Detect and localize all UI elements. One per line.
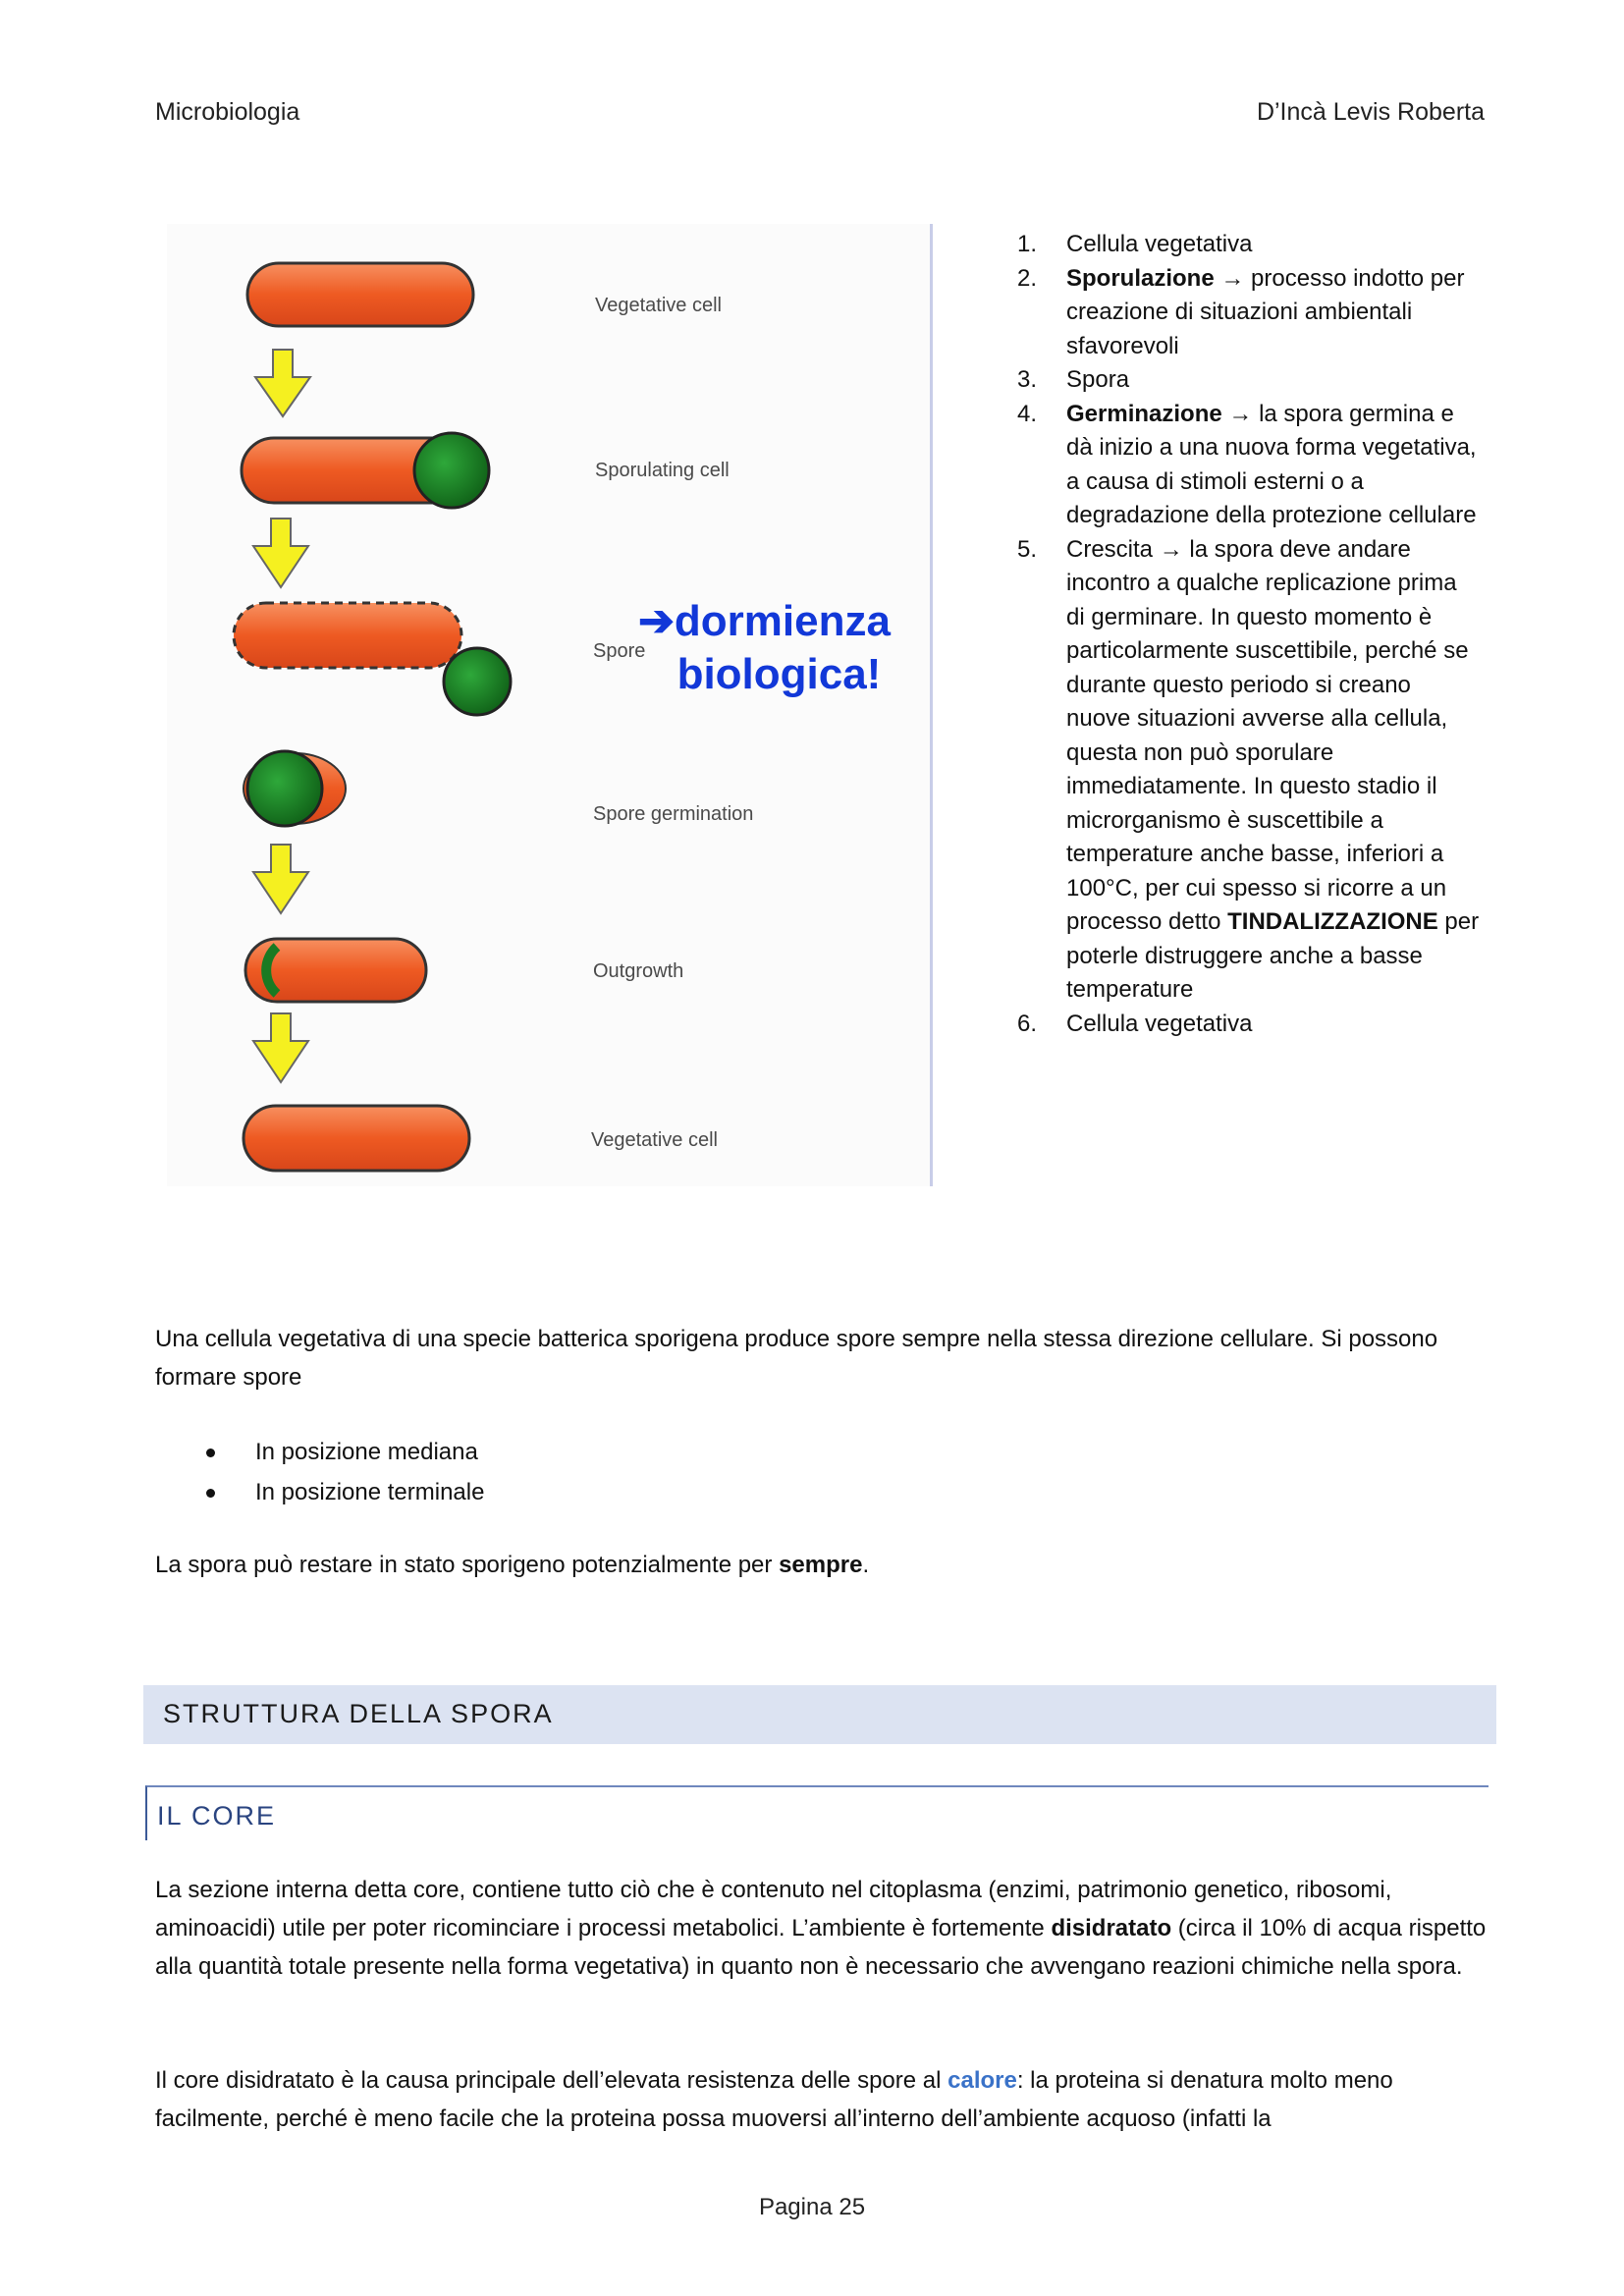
- germinating-spore: [247, 751, 322, 826]
- bold-text: sempre: [779, 1552, 863, 1578]
- item-text: Cellula vegetativa: [1066, 1010, 1253, 1037]
- list-item: [206, 1432, 484, 1472]
- list-item: [1009, 228, 1481, 262]
- heading-text: STRUTTURA DELLA SPORA: [163, 1699, 554, 1728]
- paragraph: [155, 1546, 1487, 1584]
- paragraph: Una cellula vegetativa di una specie batterica sporigena produce spore sempre nella stessa direzione cellulare. Si possono formare spore: [155, 1326, 1438, 1391]
- stage-label: Spore germination: [593, 803, 754, 825]
- arrow-icon: ➔: [638, 597, 675, 645]
- sporulation-diagram: [167, 224, 933, 1186]
- stage-label: Vegetative cell: [591, 1129, 718, 1151]
- sporulation-figure: [167, 224, 933, 1186]
- arrow-3: [253, 845, 308, 913]
- bullet-icon: [206, 1449, 215, 1457]
- arrow-2: [253, 519, 308, 587]
- section-heading: [143, 1685, 1496, 1744]
- text: : la proteina si denatura molto meno facilmente, perché è meno facile che la proteina possa muoversi all’interno dell’ambiente acquoso (infatti la: [155, 2067, 1393, 2132]
- text: (circa il 10% di acqua rispetto alla quantità totale presente nella forma vegetativa) in quanto non è necessario che avvengano reazioni chimiche nella spora.: [155, 1915, 1487, 1980]
- item-term: TINDALIZZAZIONE: [1227, 908, 1438, 935]
- mother-cell-remnant: [234, 603, 461, 668]
- list-item: [1009, 398, 1481, 533]
- vegetative-cell-2: [244, 1106, 469, 1171]
- sporulation-steps: [1009, 228, 1481, 1041]
- heading-text: IL CORE: [157, 1801, 277, 1831]
- item-number: 4.: [1017, 400, 1038, 427]
- arrow-4: [253, 1013, 308, 1082]
- item-text: Crescita → la spora deve andare incontro a qualche replicazione prima di germinare. In questo momento è particolarmente suscettibile, perché se durante questo periodo si creano nuove situazioni avverse alla cellula, questa non può sporulare immediatamente. In questo stadio il microrganismo è suscettibile a temperature anche basse, inferiori a 100°C, per cui spesso si ricorre a un processo detto: [1066, 535, 1469, 935]
- item-term: Sporulazione: [1066, 264, 1215, 292]
- highlight-text: calore: [947, 2067, 1017, 2094]
- paragraph: [155, 2061, 1487, 2138]
- arrow-icon: →: [1221, 400, 1260, 427]
- item-text: Spora: [1066, 366, 1130, 393]
- item-number: 1.: [1017, 231, 1038, 257]
- item-text: processo indotto per creazione di situazioni ambientali sfavorevoli: [1066, 264, 1465, 359]
- item-text: In posizione terminale: [255, 1479, 485, 1505]
- text: Il core disidratato è la causa principale dell’elevata resistenza delle spore al: [155, 2067, 942, 2094]
- header-right: D’Incà Levis Roberta: [1256, 98, 1485, 126]
- vegetative-cell-1: [247, 263, 473, 326]
- annotation-line-1: dormienza: [674, 597, 891, 645]
- item-text: per poterle distruggere anche a basse temperature: [1066, 908, 1480, 1003]
- item-text: In posizione mediana: [255, 1439, 478, 1465]
- header-left: Microbiologia: [155, 98, 300, 126]
- item-number: 5.: [1017, 535, 1038, 563]
- arrow-icon: →: [1214, 264, 1252, 292]
- list-item: [1009, 363, 1481, 398]
- bullet-list: [206, 1432, 484, 1512]
- subsection-heading: [145, 1785, 1489, 1840]
- stage-label: Outgrowth: [593, 960, 684, 982]
- text: La sezione interna detta core, contiene tutto ciò che è contenuto nel citoplasma (enzimi, patrimonio genetico, ribosomi, aminoacidi) utile per poter ricominciare i processi metabolici. L’ambiente è fortemente: [155, 1877, 1392, 1941]
- list-item: [1009, 1008, 1481, 1042]
- stage-label: Sporulating cell: [595, 460, 730, 481]
- item-number: 6.: [1017, 1010, 1038, 1037]
- figure-border: [930, 224, 933, 1186]
- stage-label: Vegetative cell: [595, 295, 722, 316]
- sporulating-spore: [414, 433, 489, 508]
- list-item: [1009, 262, 1481, 364]
- list-item: [1009, 533, 1481, 1008]
- paragraph: [155, 1871, 1487, 1986]
- item-text: la spora germina e dà inizio a una nuova forma vegetativa, a causa di stimoli esterni o a degradazione della protezione cellulare: [1066, 400, 1477, 528]
- bold-text: disidratato: [1051, 1915, 1172, 1941]
- dormienza-annotation: [638, 595, 891, 701]
- arrow-1: [255, 350, 310, 416]
- bullet-icon: [206, 1489, 215, 1498]
- text: .: [862, 1552, 870, 1578]
- text: La spora può restare in stato sporigeno potenzialmente per: [155, 1552, 773, 1578]
- annotation-line-2: biologica!: [677, 650, 882, 698]
- item-term: Germinazione: [1066, 400, 1222, 427]
- free-spore: [444, 648, 511, 715]
- page-footer: Pagina 25: [758, 2194, 866, 2220]
- stage-label: Spore: [593, 640, 646, 662]
- item-number: 2.: [1017, 264, 1038, 292]
- item-number: 3.: [1017, 366, 1038, 393]
- list-item: [206, 1472, 484, 1512]
- item-text: Cellula vegetativa: [1066, 231, 1253, 257]
